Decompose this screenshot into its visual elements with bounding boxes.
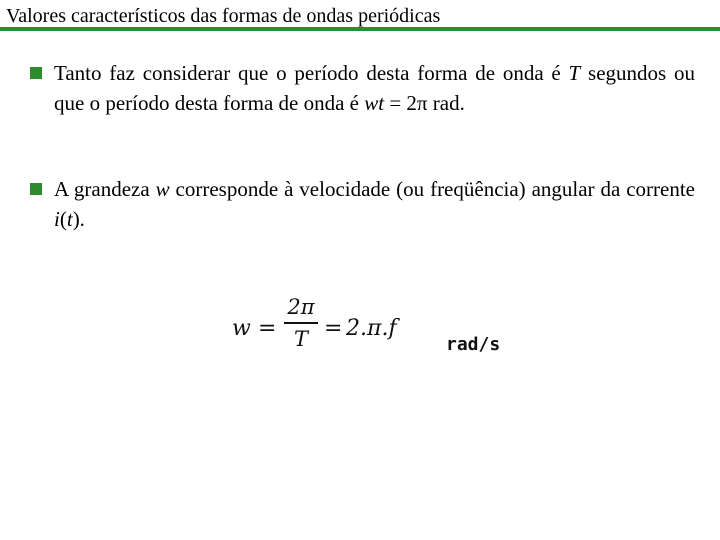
- bullet-text: Tanto faz considerar que o período desta forma de onda é T segundos ou que o período desta forma de onda é wt = 2π rad.: [54, 61, 695, 115]
- fraction-bar: [284, 322, 318, 324]
- formula-lhs: w: [232, 316, 251, 341]
- bullet-period: [30, 58, 695, 118]
- formula-equals: =: [258, 316, 277, 341]
- formula-rhs: 2.π.f: [346, 316, 397, 341]
- title-underline: [0, 27, 720, 31]
- fraction-numerator: 2π: [287, 295, 315, 319]
- square-bullet-icon: [30, 67, 42, 79]
- bullet-angular-velocity: [30, 174, 695, 234]
- slide-title: Valores característicos das formas de ondas periódicas: [6, 5, 441, 27]
- formula-unit: rad/s: [446, 334, 501, 355]
- formula-equals: =: [324, 316, 343, 341]
- fraction-denominator: T: [293, 327, 308, 351]
- bullet-text: A grandeza w corresponde à velocidade (ou freqüência) angular da corrente i(t).: [54, 177, 695, 231]
- formula-fraction: [284, 294, 318, 352]
- square-bullet-icon: [30, 183, 42, 195]
